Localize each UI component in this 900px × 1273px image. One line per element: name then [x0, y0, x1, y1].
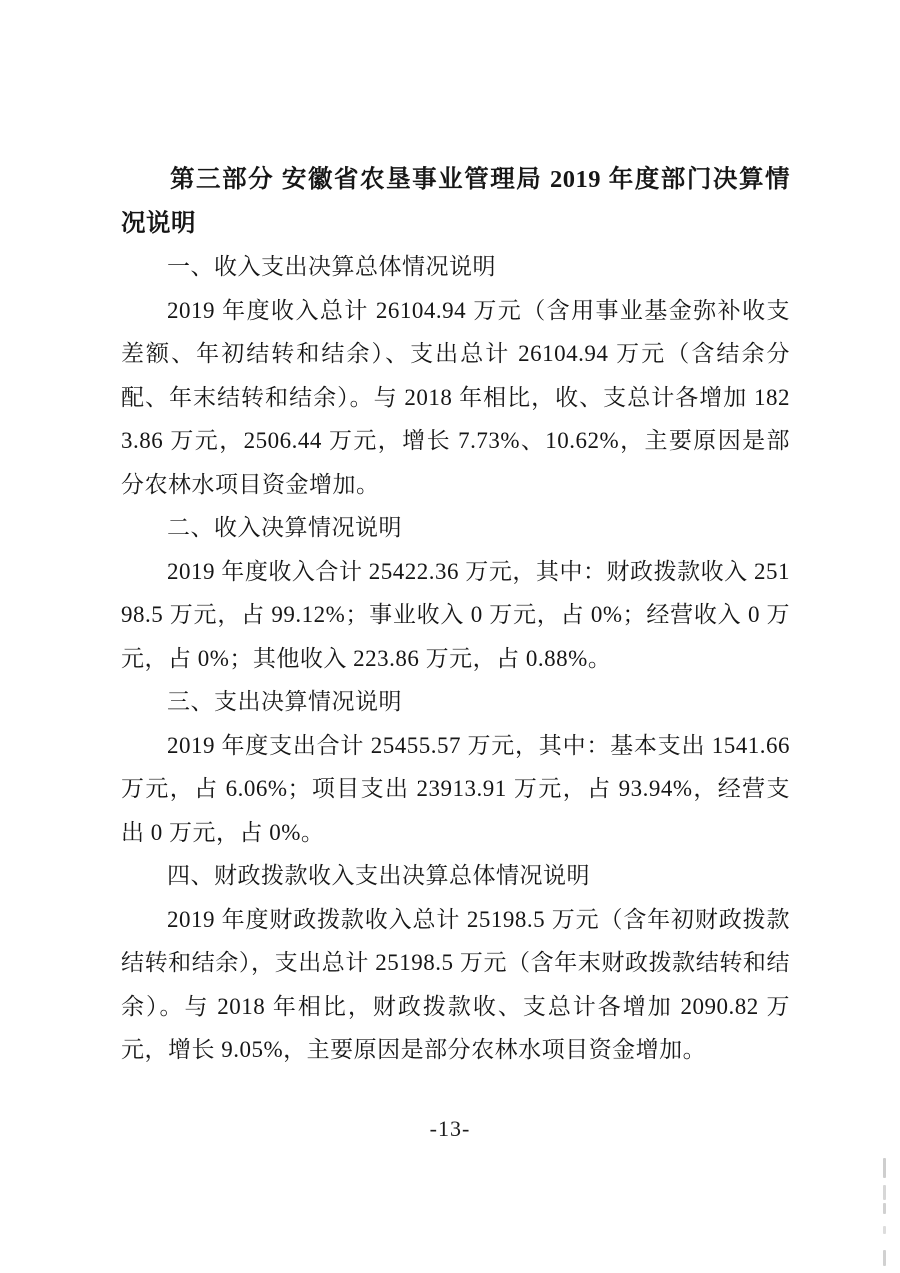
page-number: -13- [429, 1116, 471, 1141]
section-heading-2: 二、收入决算情况说明 [167, 515, 402, 540]
scan-artifact-strip [883, 0, 887, 1273]
scan-artifact [883, 1158, 886, 1178]
section-heading-4: 四、财政拨款收入支出决算总体情况说明 [167, 863, 590, 888]
section-paragraph-2: 2019 年度收入合计 25422.36 万元，其中：财政拨款收入 25198.5 万元，占 99.12%；事业收入 0 万元，占 0%；经营收入 0 万元，占 0%；其他收入 223.86 万元，占 0.88%。 [121, 558, 790, 671]
scan-artifact [883, 1226, 886, 1234]
section-heading-1: 一、收入支出决算总体情况说明 [167, 254, 496, 279]
document-body [121, 158, 790, 1072]
document-title: 第三部分 安徽省农垦事业管理局 2019 年度部门决算情况说明 [121, 166, 790, 237]
section-heading-3: 三、支出决算情况说明 [167, 689, 402, 714]
section-paragraph-1: 2019 年度收入总计 26104.94 万元（含用事业基金弥补收支差额、年初结转和结余）、支出总计 26104.94 万元（含结余分配、年末结转和结余）。与 2018 年相比，收、支总计各增加 1823.86 万元，2506.44 万元，增长 7.73%、10.62%，主要原因是部分农林水项目资金增加。 [121, 297, 790, 497]
section-paragraph-4: 2019 年度财政拨款收入总计 25198.5 万元（含年初财政拨款结转和结余），支出总计 25198.5 万元（含年末财政拨款结转和结余）。与 2018 年相比，财政拨款收、支总计各增加 2090.82 万元，增长 9.05%，主要原因是部分农林水项目资金增加。 [121, 906, 790, 1062]
scan-artifact [883, 1250, 886, 1266]
scan-artifact [883, 1185, 886, 1200]
section-paragraph-3: 2019 年度支出合计 25455.57 万元，其中：基本支出 1541.66 万元，占 6.06%；项目支出 23913.91 万元，占 93.94%，经营支出 0 万元，占 0%。 [121, 732, 790, 845]
scan-artifact [883, 1203, 886, 1214]
